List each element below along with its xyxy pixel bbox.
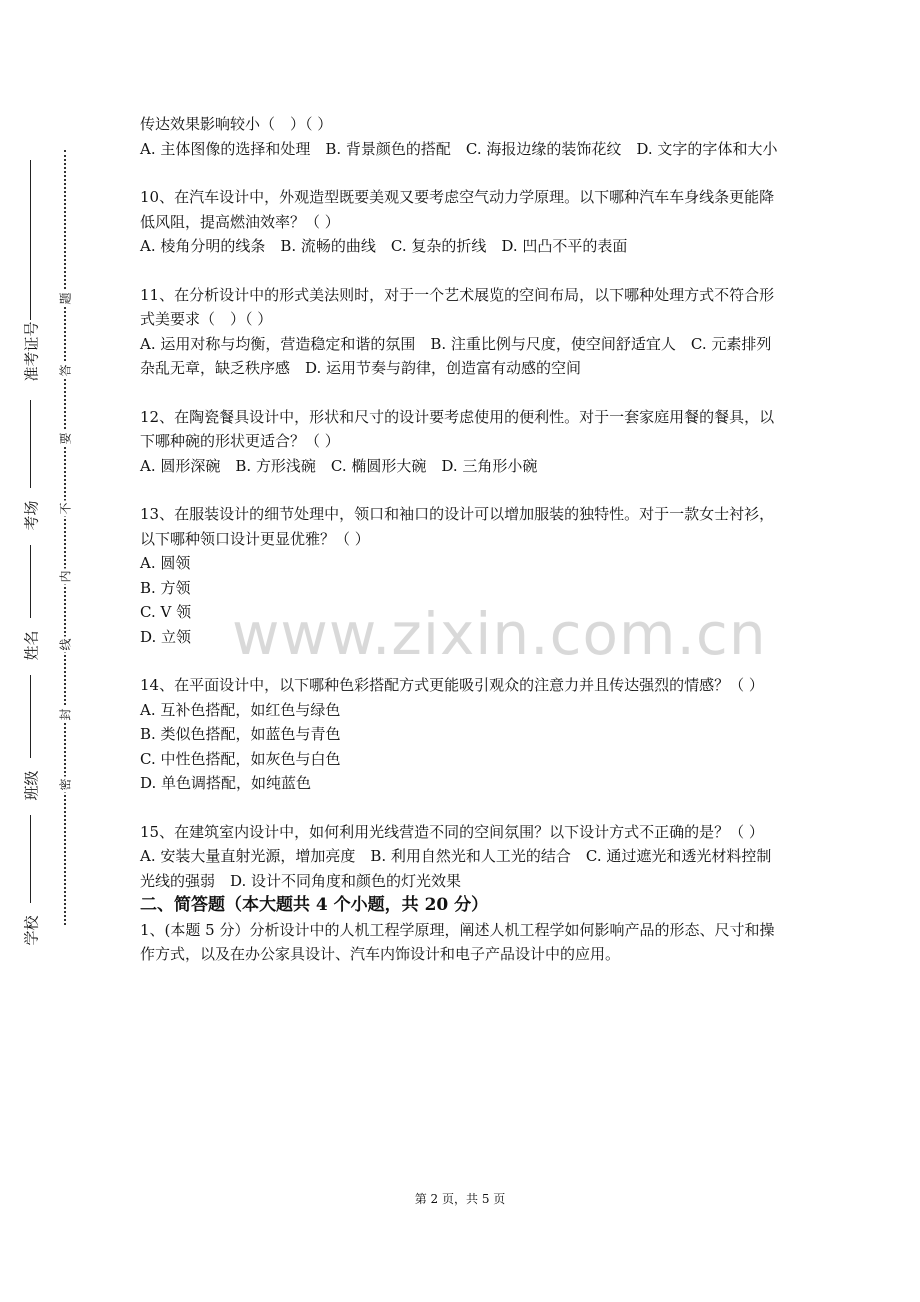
seal-char: 内 xyxy=(58,570,73,583)
question-15 xyxy=(140,820,785,894)
exam-number-field xyxy=(10,320,54,400)
question-12 xyxy=(140,405,785,479)
seal-char: 线 xyxy=(58,638,73,651)
class-label: 班级 xyxy=(22,770,41,801)
question-9-continued xyxy=(140,112,785,161)
name-field xyxy=(10,620,54,670)
class-blank xyxy=(30,675,31,758)
seal-dotted-line xyxy=(64,150,66,925)
school-field xyxy=(10,905,54,955)
seal-char: 答 xyxy=(58,364,73,377)
question-10 xyxy=(140,185,785,259)
exam-number-blank xyxy=(30,160,31,320)
seal-char: 封 xyxy=(58,708,73,721)
question-stem: 15、在建筑室内设计中，如何利用光线营造不同的空间氛围？以下设计方式不正确的是？（ ） xyxy=(140,822,764,841)
question-stem: 11、在分析设计中的形式美法则时，对于一个艺术展览的空间布局，以下哪种处理方式不符合形式美要求（ ）（ ） xyxy=(140,285,775,328)
seal-char: 不 xyxy=(58,502,73,515)
short-answer-question-1: 1、(本题 5 分）分析设计中的人机工程学原理，阐述人机工程学如何影响产品的形态、尺寸和操作方式，以及在办公家具设计、汽车内饰设计和电子产品设计中的应用。 xyxy=(140,920,775,963)
exam-content xyxy=(140,112,785,967)
option-c: C. V 领 xyxy=(140,603,192,621)
exam-number-label: 准考证号 xyxy=(22,321,41,382)
question-stem: 传达效果影响较小（ ）（ ） xyxy=(140,115,333,133)
seal-char: 要 xyxy=(58,432,73,445)
exam-room-label: 考场 xyxy=(22,500,41,531)
option-d: D. 单色调搭配，如纯蓝色 xyxy=(140,774,312,792)
question-options: A. 棱角分明的线条 B. 流畅的曲线 C. 复杂的折线 D. 凹凸不平的表面 xyxy=(140,237,628,255)
school-blank xyxy=(30,815,31,903)
question-options: A. 圆形深碗 B. 方形浅碗 C. 椭圆形大碗 D. 三角形小碗 xyxy=(140,456,538,475)
option-c: C. 中性色搭配，如灰色与白色 xyxy=(140,749,341,768)
page-footer: 第 2 页，共 5 页 xyxy=(414,1192,506,1206)
option-a: A. 互补色搭配，如红色与绿色 xyxy=(140,700,341,719)
question-11 xyxy=(140,283,785,381)
exam-room-blank xyxy=(30,400,31,488)
seal-char: 题 xyxy=(58,292,73,305)
question-stem: 14、在平面设计中，以下哪种色彩搭配方式更能吸引观众的注意力并且传达强烈的情感？（ ） xyxy=(140,676,764,694)
question-stem: 13、在服装设计的细节处理中，领口和袖口的设计可以增加服装的独特性。对于一款女士衬衫，以下哪种领口设计更显优雅？（ ） xyxy=(140,505,775,548)
question-14 xyxy=(140,673,785,796)
seal-char: 密 xyxy=(58,778,73,791)
question-stem: 10、在汽车设计中，外观造型既要美观又要考虑空气动力学原理。以下哪种汽车车身线条更能降低风阻，提高燃油效率？（ ） xyxy=(140,188,775,231)
option-a: A. 圆领 xyxy=(140,554,191,572)
exam-room-field xyxy=(10,490,54,540)
name-blank xyxy=(30,545,31,618)
option-b: B. 方领 xyxy=(140,578,191,597)
school-label: 学校 xyxy=(22,915,41,946)
question-options: A. 安装大量直射光源，增加亮度 B. 利用自然光和人工光的结合 C. 通过遮光和透光材料控制光线的强弱 D. 设计不同角度和颜色的灯光效果 xyxy=(140,847,772,890)
option-b: B. 类似色搭配，如蓝色与青色 xyxy=(140,725,341,743)
option-d: D. 立领 xyxy=(140,627,192,646)
question-options: A. 运用对称与均衡，营造稳定和谐的氛围 B. 注重比例与尺度，使空间舒适宜人 C. 元素排列杂乱无章，缺乏秩序感 D. 运用节奏与韵律，创造富有动感的空间 xyxy=(140,334,772,377)
question-options: A. 主体图像的选择和处理 B. 背景颜色的搭配 C. 海报边缘的装饰花纹 D. 文字的字体和大小 xyxy=(140,139,778,158)
question-stem: 12、在陶瓷餐具设计中，形状和尺寸的设计要考虑使用的便利性。对于一套家庭用餐的餐具，以下哪种碗的形状更适合？（ ） xyxy=(140,407,775,450)
name-label: 姓名 xyxy=(22,630,41,661)
class-field xyxy=(10,760,54,810)
watermark: www.zixin.com.cn xyxy=(232,600,767,668)
section-2-title: 二、简答题（本大题共 4 个小题，共 20 分） xyxy=(140,895,489,915)
